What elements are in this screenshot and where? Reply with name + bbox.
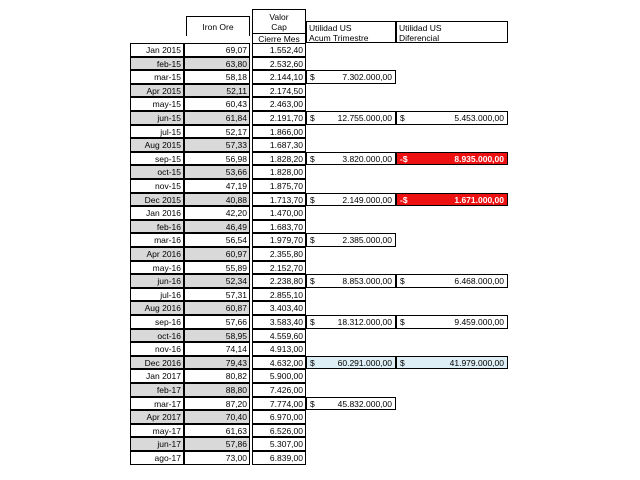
utilidad-acum-header-line-1: Utilidad US bbox=[309, 23, 352, 33]
iron-ore-cell[interactable] bbox=[184, 369, 250, 383]
valor-cap-value: 2.152,70 bbox=[269, 262, 303, 273]
iron-ore-value: 61,63 bbox=[225, 425, 247, 436]
iron-ore-value: 57,86 bbox=[225, 439, 247, 450]
valor-cap-cell[interactable] bbox=[252, 43, 306, 57]
valor-cap-cell[interactable] bbox=[252, 342, 306, 356]
iron-ore-cell[interactable] bbox=[184, 193, 250, 207]
month-label: mar-17 bbox=[154, 398, 181, 409]
iron-ore-value: 69,07 bbox=[225, 45, 247, 55]
utilidad-acum-value: 45.832.000,00 bbox=[337, 398, 392, 409]
valor-cap-cell[interactable] bbox=[252, 369, 306, 383]
month-cell[interactable] bbox=[130, 329, 184, 343]
iron-ore-cell[interactable] bbox=[184, 383, 250, 397]
month-label: jun-16 bbox=[157, 276, 181, 287]
month-label: sep-16 bbox=[155, 317, 181, 327]
month-cell[interactable] bbox=[130, 57, 184, 71]
iron-ore-value: 87,20 bbox=[225, 398, 247, 409]
iron-ore-value: 52,17 bbox=[225, 126, 247, 137]
utilidad-acum-value: 7.302.000,00 bbox=[342, 72, 392, 83]
iron-ore-value: 60,87 bbox=[225, 303, 247, 314]
iron-ore-value: 74,14 bbox=[225, 344, 247, 355]
month-cell[interactable] bbox=[130, 383, 184, 397]
currency-symbol: $ bbox=[310, 398, 315, 409]
month-label: Dec 2015 bbox=[144, 194, 181, 205]
utilidad-dif-cell[interactable] bbox=[396, 193, 508, 207]
valor-cap-cell[interactable] bbox=[252, 274, 306, 288]
iron-ore-cell[interactable] bbox=[184, 70, 250, 84]
utilidad-acum-cell[interactable] bbox=[306, 70, 396, 84]
valor-cap-value: 3.403,40 bbox=[269, 303, 303, 314]
utilidad-acum-value: 2.385.000,00 bbox=[342, 235, 392, 246]
valor-cap-value: 7.426,00 bbox=[269, 385, 303, 395]
month-cell[interactable] bbox=[130, 233, 184, 247]
utilidad-dif-cell[interactable] bbox=[396, 315, 508, 329]
iron-ore-cell[interactable] bbox=[184, 397, 250, 411]
month-cell[interactable] bbox=[130, 152, 184, 166]
iron-ore-cell[interactable] bbox=[184, 206, 250, 220]
iron-ore-value: 42,20 bbox=[225, 208, 247, 219]
valor-cap-cell[interactable] bbox=[252, 451, 306, 465]
utilidad-acum-value: 2.149.000,00 bbox=[342, 194, 392, 205]
utilidad-dif-value: 9.459.000,00 bbox=[454, 317, 504, 327]
valor-cap-value: 2.355,80 bbox=[269, 249, 303, 259]
utilidad-dif-header-line-2: Diferencial bbox=[399, 33, 440, 43]
utilidad-acum-value: 8.853.000,00 bbox=[342, 276, 392, 287]
iron-ore-cell[interactable] bbox=[184, 342, 250, 356]
month-label: oct-16 bbox=[157, 330, 181, 341]
iron-ore-value: 73,00 bbox=[225, 453, 247, 463]
month-label: jun-17 bbox=[157, 439, 181, 450]
iron-ore-value: 46,49 bbox=[225, 221, 247, 232]
month-cell[interactable] bbox=[130, 288, 184, 302]
iron-ore-cell[interactable] bbox=[184, 410, 250, 424]
month-cell[interactable] bbox=[130, 84, 184, 98]
valor-cap-value: 4.559,60 bbox=[269, 330, 303, 341]
valor-cap-cell[interactable] bbox=[252, 193, 306, 207]
iron-ore-cell[interactable] bbox=[184, 84, 250, 98]
month-label: may-15 bbox=[152, 99, 181, 110]
month-cell[interactable] bbox=[130, 342, 184, 356]
negative-currency-symbol: -$ bbox=[400, 194, 408, 205]
currency-symbol: $ bbox=[310, 113, 315, 123]
iron-ore-value: 60,43 bbox=[225, 99, 247, 110]
currency-symbol: $ bbox=[400, 357, 405, 368]
iron-ore-value: 70,40 bbox=[225, 412, 247, 423]
utilidad-acum-value: 18.312.000,00 bbox=[337, 317, 392, 327]
utilidad-dif-value: 41.979.000,00 bbox=[449, 357, 504, 368]
valor-cap-cell[interactable] bbox=[252, 220, 306, 234]
valor-cap-header bbox=[252, 9, 306, 43]
iron-ore-cell[interactable] bbox=[184, 247, 250, 261]
month-cell[interactable] bbox=[130, 369, 184, 383]
iron-ore-cell[interactable] bbox=[184, 261, 250, 275]
valor-cap-value: 5.900,00 bbox=[269, 371, 303, 382]
valor-cap-value: 1.979,70 bbox=[269, 235, 303, 246]
valor-cap-header-line-1: Valor bbox=[269, 12, 289, 22]
month-label: may-16 bbox=[152, 262, 181, 273]
utilidad-acum-cell[interactable] bbox=[306, 233, 396, 247]
month-cell[interactable] bbox=[130, 451, 184, 465]
month-cell[interactable] bbox=[130, 356, 184, 370]
valor-cap-value: 4.632,00 bbox=[269, 357, 303, 368]
month-cell[interactable] bbox=[130, 165, 184, 179]
month-label: jul-16 bbox=[160, 289, 181, 300]
month-label: Apr 2016 bbox=[146, 249, 181, 259]
valor-cap-cell[interactable] bbox=[252, 125, 306, 139]
iron-ore-value: 61,84 bbox=[225, 113, 247, 123]
month-label: nov-15 bbox=[155, 181, 181, 191]
month-label: jul-15 bbox=[160, 126, 181, 137]
month-cell[interactable] bbox=[130, 97, 184, 111]
iron-ore-value: 58,18 bbox=[225, 72, 247, 83]
utilidad-acum-header-line-2: Acum Trimestre bbox=[309, 33, 369, 43]
iron-ore-value: 58,95 bbox=[225, 330, 247, 341]
valor-cap-value: 5.307,00 bbox=[269, 439, 303, 450]
iron-ore-value: 57,33 bbox=[225, 140, 247, 151]
valor-cap-cell[interactable] bbox=[252, 288, 306, 302]
valor-cap-value: 2.191,70 bbox=[269, 113, 303, 123]
valor-cap-cell[interactable] bbox=[252, 329, 306, 343]
iron-ore-cell[interactable] bbox=[184, 437, 250, 451]
iron-ore-value: 53,66 bbox=[225, 167, 247, 178]
iron-ore-value: 79,43 bbox=[225, 357, 247, 368]
month-label: jun-15 bbox=[157, 113, 181, 123]
month-cell[interactable] bbox=[130, 261, 184, 275]
utilidad-dif-cell[interactable] bbox=[396, 274, 508, 288]
valor-cap-value: 2.532,60 bbox=[269, 58, 303, 69]
utilidad-acum-cell[interactable] bbox=[306, 315, 396, 329]
iron-ore-value: 60,97 bbox=[225, 249, 247, 259]
iron-ore-header bbox=[186, 16, 250, 36]
valor-cap-cell[interactable] bbox=[252, 57, 306, 71]
utilidad-dif-value: 1.671.000,00 bbox=[454, 194, 504, 205]
valor-cap-value: 2.855,10 bbox=[269, 289, 303, 300]
iron-ore-value: 80,82 bbox=[225, 371, 247, 382]
month-label: mar-15 bbox=[154, 72, 181, 83]
month-cell[interactable] bbox=[130, 437, 184, 451]
month-label: sep-15 bbox=[155, 153, 181, 164]
month-cell[interactable] bbox=[130, 424, 184, 438]
iron-ore-value: 52,34 bbox=[225, 276, 247, 287]
month-label: oct-15 bbox=[157, 167, 181, 178]
utilidad-dif-value: 8.935.000,00 bbox=[454, 153, 504, 164]
valor-cap-cell[interactable] bbox=[252, 138, 306, 152]
month-label: Apr 2015 bbox=[146, 85, 181, 96]
valor-cap-cell[interactable] bbox=[252, 247, 306, 261]
month-label: Aug 2016 bbox=[144, 303, 181, 314]
currency-symbol: $ bbox=[400, 276, 405, 287]
iron-ore-value: 56,54 bbox=[225, 235, 247, 246]
valor-cap-value: 1.552,40 bbox=[269, 45, 303, 55]
valor-cap-value: 2.463,00 bbox=[269, 99, 303, 110]
valor-cap-value: 6.526,00 bbox=[269, 425, 303, 436]
iron-ore-cell[interactable] bbox=[184, 274, 250, 288]
iron-ore-value: 88,80 bbox=[225, 385, 247, 395]
valor-cap-value: 6.839,00 bbox=[269, 453, 303, 463]
month-label: feb-16 bbox=[156, 221, 181, 232]
month-label: Aug 2015 bbox=[144, 140, 181, 151]
iron-ore-value: 52,11 bbox=[226, 85, 247, 96]
iron-ore-cell[interactable] bbox=[184, 97, 250, 111]
iron-ore-cell[interactable] bbox=[184, 315, 250, 329]
valor-cap-cell[interactable] bbox=[252, 84, 306, 98]
valor-cap-cell[interactable] bbox=[252, 179, 306, 193]
month-cell[interactable] bbox=[130, 138, 184, 152]
valor-cap-cell[interactable] bbox=[252, 97, 306, 111]
currency-symbol: $ bbox=[400, 113, 405, 123]
utilidad-acum-cell[interactable] bbox=[306, 152, 396, 166]
valor-cap-cell[interactable] bbox=[252, 152, 306, 166]
utilidad-dif-value: 5.453.000,00 bbox=[454, 113, 504, 123]
iron-ore-value: 57,31 bbox=[225, 289, 247, 300]
iron-ore-value: 55,89 bbox=[225, 262, 247, 273]
valor-cap-value: 1.713,70 bbox=[269, 194, 303, 205]
month-label: Apr 2017 bbox=[146, 412, 181, 423]
iron-ore-cell[interactable] bbox=[184, 138, 250, 152]
month-cell[interactable] bbox=[130, 247, 184, 261]
month-cell[interactable] bbox=[130, 125, 184, 139]
valor-cap-value: 1.687,30 bbox=[269, 140, 303, 151]
utilidad-dif-header bbox=[396, 21, 508, 43]
iron-ore-header-label: Iron Ore bbox=[202, 22, 234, 32]
month-cell[interactable] bbox=[130, 315, 184, 329]
iron-ore-cell[interactable] bbox=[184, 329, 250, 343]
month-label: mar-16 bbox=[154, 235, 181, 246]
valor-cap-cell[interactable] bbox=[252, 233, 306, 247]
utilidad-acum-value: 60.291.000,00 bbox=[337, 357, 392, 368]
month-label: Jan 2017 bbox=[146, 371, 181, 382]
month-label: Jan 2015 bbox=[146, 45, 181, 55]
valor-cap-cell[interactable] bbox=[252, 70, 306, 84]
month-label: Dec 2016 bbox=[144, 357, 181, 368]
currency-symbol: $ bbox=[310, 72, 315, 83]
iron-ore-value: 47,19 bbox=[225, 181, 247, 191]
month-cell[interactable] bbox=[130, 193, 184, 207]
month-label: ago-17 bbox=[154, 453, 181, 463]
valor-cap-cell[interactable] bbox=[252, 383, 306, 397]
iron-ore-cell[interactable] bbox=[184, 451, 250, 465]
iron-ore-cell[interactable] bbox=[184, 288, 250, 302]
iron-ore-cell[interactable] bbox=[184, 424, 250, 438]
valor-cap-value: 4.913,00 bbox=[269, 344, 303, 355]
valor-cap-header-line-3: Cierre Mes bbox=[253, 33, 305, 44]
utilidad-acum-cell[interactable] bbox=[306, 193, 396, 207]
iron-ore-value: 40,88 bbox=[225, 194, 247, 205]
valor-cap-value: 1.828,00 bbox=[269, 167, 303, 178]
iron-ore-value: 63,80 bbox=[225, 58, 247, 69]
valor-cap-cell[interactable] bbox=[252, 301, 306, 315]
utilidad-acum-value: 3.820.000,00 bbox=[342, 153, 392, 164]
valor-cap-cell[interactable] bbox=[252, 315, 306, 329]
valor-cap-cell[interactable] bbox=[252, 206, 306, 220]
valor-cap-header-line-2: Cap bbox=[271, 22, 287, 32]
month-label: may-17 bbox=[152, 425, 181, 436]
valor-cap-value: 3.583,40 bbox=[269, 317, 303, 327]
month-cell[interactable] bbox=[130, 397, 184, 411]
utilidad-acum-cell[interactable] bbox=[306, 274, 396, 288]
valor-cap-cell[interactable] bbox=[252, 356, 306, 370]
currency-symbol: $ bbox=[310, 317, 315, 327]
valor-cap-cell[interactable] bbox=[252, 410, 306, 424]
month-cell[interactable] bbox=[130, 410, 184, 424]
month-cell[interactable] bbox=[130, 274, 184, 288]
month-label: nov-16 bbox=[155, 344, 181, 355]
month-cell[interactable] bbox=[130, 179, 184, 193]
valor-cap-cell[interactable] bbox=[252, 424, 306, 438]
valor-cap-value: 7.774,00 bbox=[269, 398, 303, 409]
utilidad-dif-value: 6.468.000,00 bbox=[454, 276, 504, 287]
iron-ore-cell[interactable] bbox=[184, 356, 250, 370]
utilidad-dif-header-line-1: Utilidad US bbox=[399, 23, 442, 33]
iron-ore-cell[interactable] bbox=[184, 220, 250, 234]
valor-cap-cell[interactable] bbox=[252, 165, 306, 179]
month-cell[interactable] bbox=[130, 111, 184, 125]
valor-cap-cell[interactable] bbox=[252, 261, 306, 275]
month-label: feb-15 bbox=[156, 58, 181, 69]
negative-currency-symbol: -$ bbox=[400, 153, 408, 164]
iron-ore-cell[interactable] bbox=[184, 57, 250, 71]
utilidad-dif-cell[interactable] bbox=[396, 152, 508, 166]
currency-symbol: $ bbox=[310, 153, 315, 164]
valor-cap-value: 2.238,80 bbox=[269, 276, 303, 287]
month-cell[interactable] bbox=[130, 70, 184, 84]
month-cell[interactable] bbox=[130, 301, 184, 315]
iron-ore-cell[interactable] bbox=[184, 165, 250, 179]
valor-cap-value: 1.866,00 bbox=[269, 126, 303, 137]
iron-ore-cell[interactable] bbox=[184, 125, 250, 139]
utilidad-acum-cell[interactable] bbox=[306, 111, 396, 125]
utilidad-acum-cell[interactable] bbox=[306, 356, 396, 370]
valor-cap-value: 1.470,00 bbox=[269, 208, 303, 219]
iron-ore-value: 56,98 bbox=[225, 153, 247, 164]
month-label: feb-17 bbox=[156, 385, 181, 395]
month-cell[interactable] bbox=[130, 220, 184, 234]
iron-ore-cell[interactable] bbox=[184, 301, 250, 315]
valor-cap-value: 6.970,00 bbox=[269, 412, 303, 423]
currency-symbol: $ bbox=[310, 357, 315, 368]
iron-ore-cell[interactable] bbox=[184, 111, 250, 125]
iron-ore-cell[interactable] bbox=[184, 179, 250, 193]
utilidad-acum-header bbox=[306, 21, 396, 43]
valor-cap-cell[interactable] bbox=[252, 397, 306, 411]
iron-ore-cell[interactable] bbox=[184, 233, 250, 247]
iron-ore-cell[interactable] bbox=[184, 43, 250, 57]
currency-symbol: $ bbox=[310, 276, 315, 287]
iron-ore-value: 57,66 bbox=[225, 317, 247, 327]
month-label: Jan 2016 bbox=[146, 208, 181, 219]
currency-symbol: $ bbox=[310, 194, 315, 205]
valor-cap-value: 1.683,70 bbox=[269, 221, 303, 232]
valor-cap-value: 2.174,50 bbox=[269, 85, 303, 96]
valor-cap-cell[interactable] bbox=[252, 437, 306, 451]
utilidad-dif-cell[interactable] bbox=[396, 356, 508, 370]
month-cell[interactable] bbox=[130, 43, 184, 57]
valor-cap-value: 1.875,70 bbox=[269, 181, 303, 191]
currency-symbol: $ bbox=[310, 235, 315, 246]
currency-symbol: $ bbox=[400, 317, 405, 327]
utilidad-acum-value: 12.755.000,00 bbox=[337, 113, 392, 123]
month-cell[interactable] bbox=[130, 206, 184, 220]
iron-ore-cell[interactable] bbox=[184, 152, 250, 166]
valor-cap-value: 1.828,20 bbox=[269, 153, 303, 164]
utilidad-acum-cell[interactable] bbox=[306, 397, 396, 411]
valor-cap-cell[interactable] bbox=[252, 111, 306, 125]
utilidad-dif-cell[interactable] bbox=[396, 111, 508, 125]
valor-cap-value: 2.144,10 bbox=[269, 72, 303, 83]
